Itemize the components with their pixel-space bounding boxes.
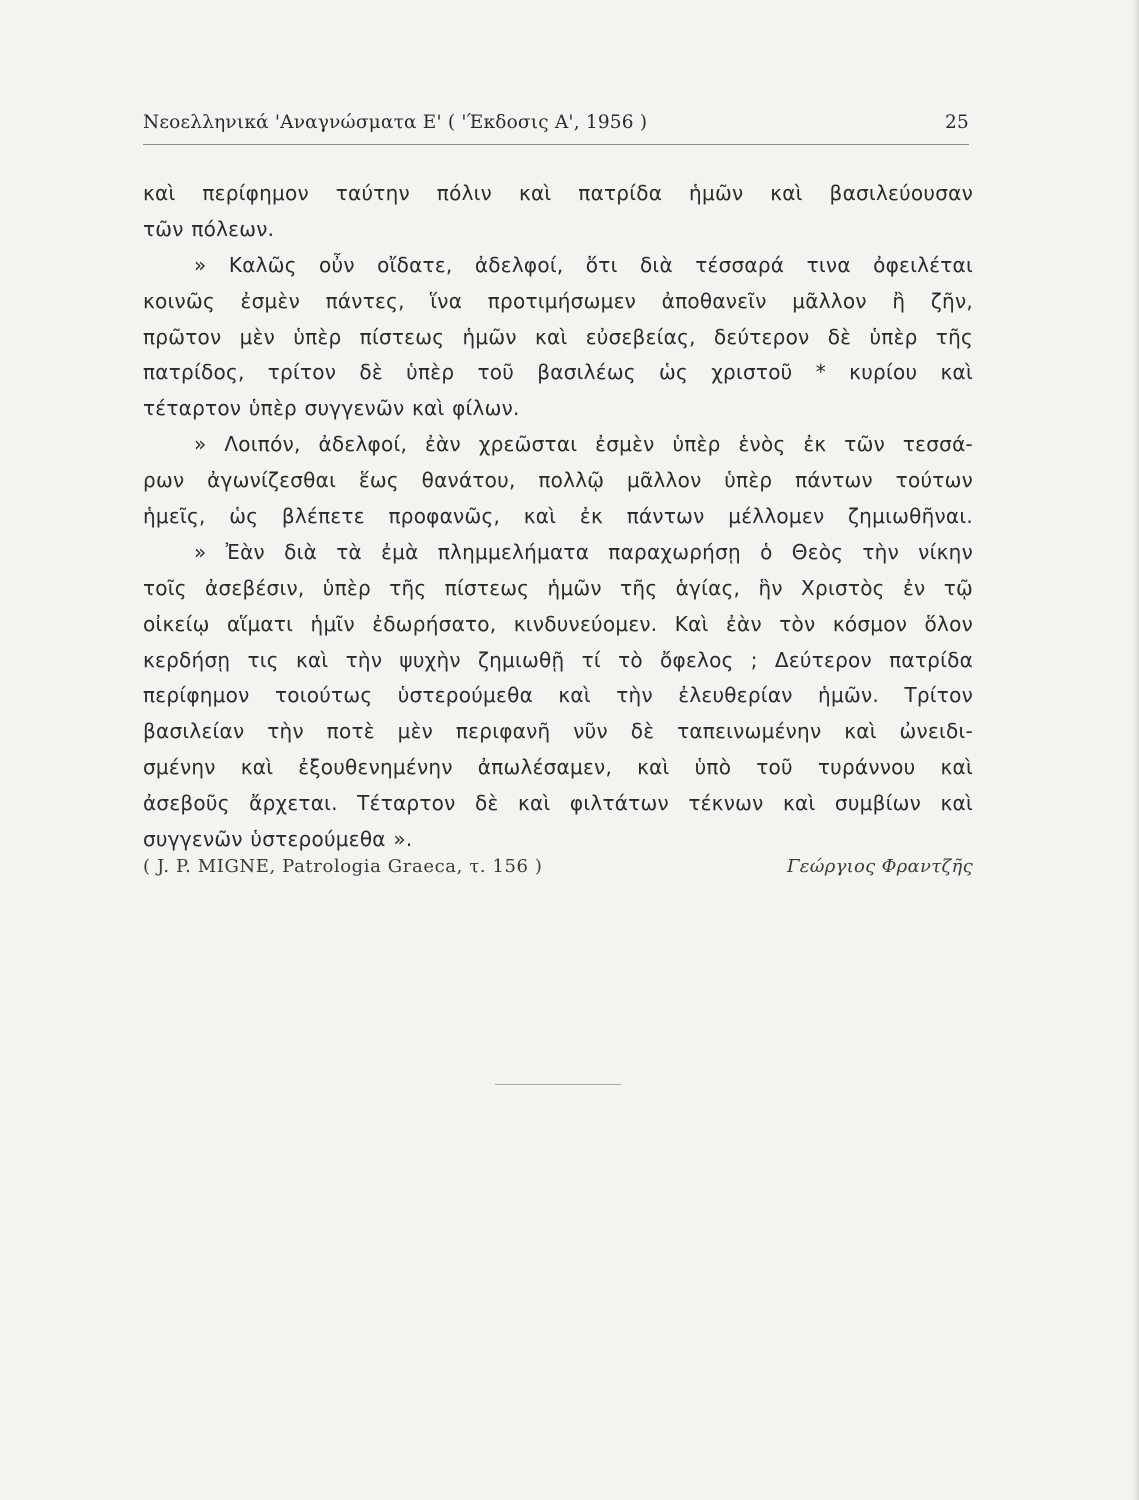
text-line: οἰκείῳ αἵματι ἡμῖν ἐδωρήσατο, κινδυνεύομεν. Καὶ ἐὰν τὸν κόσμον ὅλον bbox=[143, 611, 973, 636]
text-line: συγγενῶν ὑστερούμεθα ». bbox=[143, 827, 413, 852]
page-number: 25 bbox=[945, 112, 969, 133]
author-name: Γεώργιος Φραντζῆς bbox=[787, 856, 973, 877]
page-edge-shadow bbox=[1133, 0, 1139, 1500]
text-line: ἀσεβοῦς ἄρχεται. Τέταρτον δὲ καὶ φιλτάτων τέκνων καὶ συμβίων καὶ bbox=[143, 791, 973, 816]
page-header bbox=[143, 112, 969, 136]
text-line: πρῶτον μὲν ὑπὲρ πίστεως ἡμῶν καὶ εὐσεβείας, δεύτερον δὲ ὑπὲρ τῆς bbox=[143, 324, 973, 349]
running-title: Νεοελληνικά 'Αναγνώσματα Ε' ( 'Έκδοσις Α', 1956 ) bbox=[143, 112, 648, 133]
text-line: πατρίδος, τρίτον δὲ ὑπὲρ τοῦ βασιλέως ὡς χριστοῦ * κυρίου καὶ bbox=[143, 360, 973, 385]
text-line: τέταρτον ὑπὲρ συγγενῶν καὶ φίλων. bbox=[143, 396, 520, 421]
text-line: κερδήσῃ τις καὶ τὴν ψυχὴν ζημιωθῇ τί τὸ ὄφελος ; Δεύτερον πατρίδα bbox=[143, 647, 973, 672]
text-line: περίφημον τοιούτως ὑστερούμεθα καὶ τὴν ἐλευθερίαν ἡμῶν. Τρίτον bbox=[143, 683, 973, 708]
text-line: ρων ἀγωνίζεσθαι ἕως θανάτου, πολλῷ μᾶλλον ὑπὲρ πάντων τούτων bbox=[143, 468, 973, 493]
body-text bbox=[143, 176, 973, 858]
end-rule bbox=[495, 1084, 621, 1085]
text-line: καὶ περίφημον ταύτην πόλιν καὶ πατρίδα ἡμῶν καὶ βασιλεύουσαν bbox=[143, 181, 973, 205]
text-line: κοινῶς ἐσμὲν πάντες, ἵνα προτιμήσωμεν ἀποθανεῖν μᾶλλον ἢ ζῆν, bbox=[143, 288, 973, 313]
text-line: σμένην καὶ ἐξουθενημένην ἀπωλέσαμεν, καὶ ὑπὸ τοῦ τυράννου καὶ bbox=[143, 755, 973, 780]
text-line: » Ἐὰν διὰ τὰ ἐμὰ πλημμελήματα παραχωρήσῃ ὁ Θεὸς τὴν νίκην bbox=[194, 539, 973, 564]
header-rule bbox=[143, 144, 969, 145]
text-line: τῶν πόλεων. bbox=[143, 216, 275, 241]
text-line: βασιλείαν τὴν ποτὲ μὲν περιφανῆ νῦν δὲ ταπεινωμένην καὶ ὠνειδι- bbox=[143, 719, 973, 744]
text-line: » Λοιπόν, ἀδελφοί, ἐὰν χρεῶσται ἐσμὲν ὑπὲρ ἑνὸς ἐκ τῶν τεσσά- bbox=[194, 432, 973, 457]
text-line: » Καλῶς οὖν οἴδατε, ἀδελφοί, ὅτι διὰ τέσσαρά τινα ὀφειλέται bbox=[194, 252, 973, 277]
source-citation: ( J. P. MIGNE, Patrologia Graeca, τ. 156 ) bbox=[143, 856, 543, 877]
text-line: τοῖς ἀσεβέσιν, ὑπὲρ τῆς πίστεως ἡμῶν τῆς ἁγίας, ἣν Χριστὸς ἐν τῷ bbox=[143, 575, 973, 600]
text-line: ἡμεῖς, ὡς βλέπετε προφανῶς, καὶ ἐκ πάντων μέλλομεν ζημιωθῆναι. bbox=[143, 504, 973, 529]
source-line bbox=[143, 856, 973, 884]
